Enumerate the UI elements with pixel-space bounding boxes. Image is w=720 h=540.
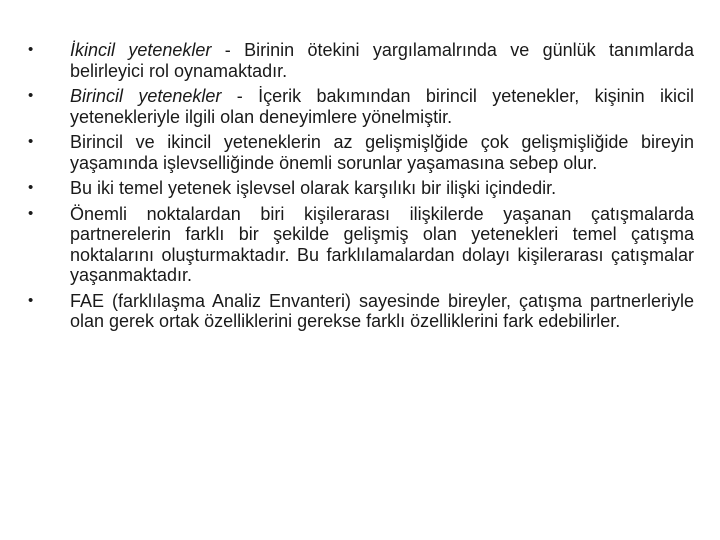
bullet-item-mutual-relation [28, 178, 694, 199]
bullet-list [28, 40, 694, 337]
bullet-text: Önemli noktalardan biri kişilerarası ilişkilerde yaşanan çatışmalarda partnerelerin farklı bir şekilde gelişmiş olan yetenekleri temel çatışma noktalarını oluşturmaktadır. Bu farklılamalardan dolayı kişilerarası çatışmalar yaşanmaktadır. [70, 203, 694, 285]
bullet-icon: • [28, 87, 34, 104]
bullet-item-secondary-abilities [28, 40, 694, 81]
bullet-icon: • [28, 41, 34, 58]
bullet-text: - Birinin ötekini yargılamalrında ve günlük tanımlarda belirleyici rol oynamaktadır. [70, 40, 694, 81]
term-primary-abilities: Birincil yetenekler [70, 86, 222, 106]
bullet-item-fae [28, 291, 694, 332]
bullet-item-primary-abilities [28, 86, 694, 127]
bullet-text: Birincil ve ikincil yeteneklerin az gelişmişlğide çok gelişmişliğide bireyin yaşamında işlevselliğinde önemli sorunlar yaşamasına sebep olur. [70, 132, 694, 173]
bullet-item-development-levels [28, 132, 694, 173]
bullet-icon: • [28, 291, 34, 309]
bullet-item-interpersonal-conflict [28, 204, 694, 286]
term-secondary-abilities: İkincil yetenekler [70, 40, 212, 60]
bullet-text: - İçerik bakımından birincil yetenekler, kişinin ikicil yetenekleriyle ilgili olan deneyimlere yönelmiştir. [70, 86, 694, 127]
bullet-icon: • [28, 133, 34, 150]
bullet-text: Bu iki temel yetenek işlevsel olarak karşılıkı bir ilişki içindedir. [70, 178, 557, 198]
bullet-text: FAE (farklılaşma Analiz Envanteri) sayesinde bireyler, çatışma partnerleriyle olan gerek ortak özelliklerini gerekse farklı özelliklerini fark edebilirler. [70, 290, 694, 331]
bullet-icon: • [28, 204, 34, 222]
bullet-icon: • [28, 179, 34, 196]
